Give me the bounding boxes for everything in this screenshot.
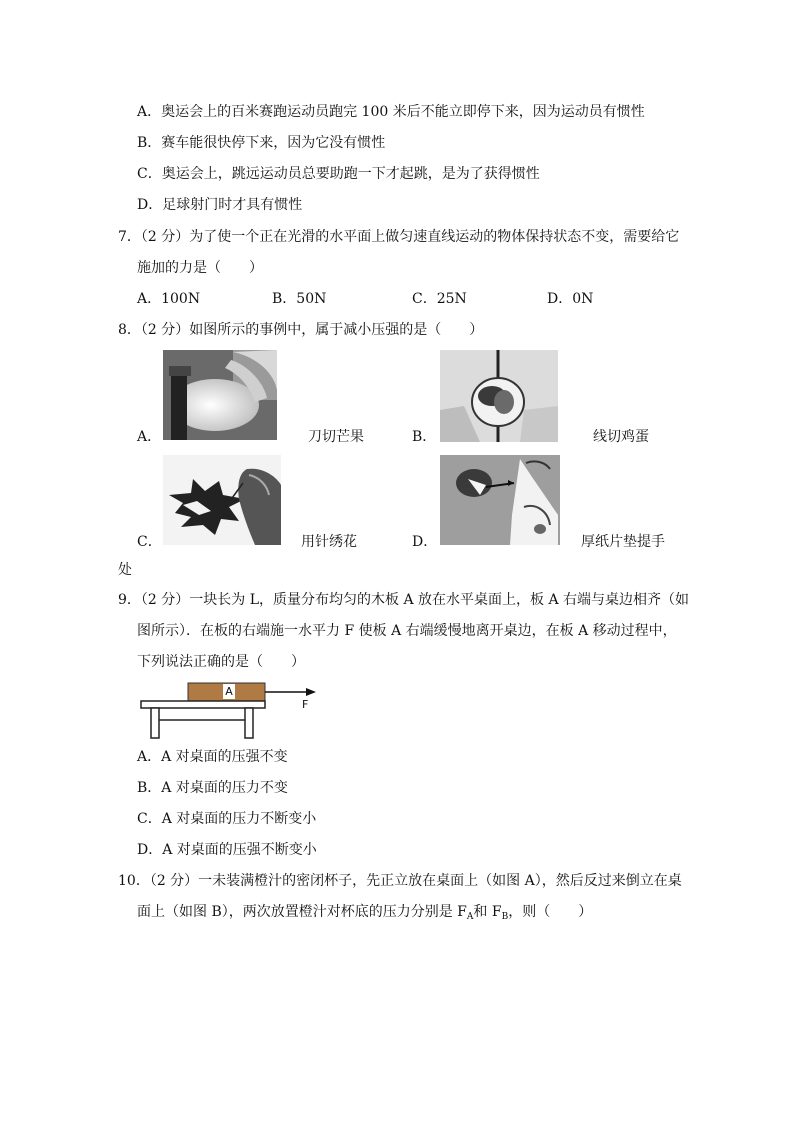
q6-option-a: A．奥运会上的百米赛跑运动员跑完 100 米后不能立即停下来，因为运动员有惯性 — [137, 104, 645, 120]
q9-stem-line3: 下列说法正确的是（ ） — [137, 654, 305, 670]
q10-stem-text-b: 和 F — [473, 904, 502, 920]
q10-sub-b: B — [501, 912, 509, 922]
q7-option-c: C．25N — [412, 291, 467, 307]
q6-option-b: B．赛车能很快停下来，因为它没有惯性 — [137, 135, 386, 151]
q7-option-d: D．0N — [547, 291, 594, 307]
q8-option-d-caption: 厚纸片垫提手 — [581, 534, 665, 550]
q9-board-label: A — [223, 684, 235, 699]
knife-cutting-mango-photo — [163, 350, 277, 440]
q8-option-b-caption: 线切鸡蛋 — [593, 429, 649, 445]
q10-sub-a: A — [466, 912, 474, 922]
thread-cutting-egg-photo — [440, 350, 558, 442]
q10-stem-text-c: ，则（ ） — [508, 904, 593, 920]
q6-option-c: C．奥运会上，跳远运动员总要助跑一下才起跳，是为了获得惯性 — [137, 166, 540, 182]
q7-stem-line2: 施加的力是（ ） — [137, 260, 263, 276]
q7-option-b: B．50N — [272, 291, 327, 307]
q9-force-label: F — [302, 698, 309, 711]
q7-stem-line1: 7．（2 分）为了使一个正在光滑的水平面上做匀速直线运动的物体保持状态不变，需要给它 — [118, 229, 680, 245]
q6-option-d: D．足球射门时才具有惯性 — [137, 197, 303, 213]
q8-option-a-caption: 刀切芒果 — [308, 429, 364, 445]
q8-option-d-letter: D． — [412, 534, 438, 550]
q9-option-d: D．A 对桌面的压强不断变小 — [137, 842, 317, 858]
q9-board-table-figure — [138, 680, 328, 740]
q10-stem-line2 — [137, 902, 592, 927]
q8-option-a-letter: A． — [137, 429, 162, 445]
q7-option-a: A．100N — [137, 291, 201, 307]
q8-stem: 8．（2 分）如图所示的事例中，属于减小压强的是（ ） — [118, 322, 484, 338]
q10-stem-line1: 10．（2 分）一未装满橙汁的密闭杯子，先正立放在桌面上（如图 A），然后反过来倒立在桌 — [118, 873, 682, 889]
q9-option-c: C．A 对桌面的压力不断变小 — [137, 811, 317, 827]
q9-option-b: B．A 对桌面的压力不变 — [137, 780, 288, 796]
needle-embroidery-photo — [163, 455, 281, 545]
cardboard-bag-handle-photo — [440, 455, 560, 545]
q8-option-b-letter: B． — [412, 429, 437, 445]
q8-option-c-caption: 用针绣花 — [301, 534, 357, 550]
q9-option-a: A．A 对桌面的压强不变 — [137, 749, 288, 765]
q9-stem-line1: 9．（2 分）一块长为 L，质量分布均匀的木板 A 放在水平桌面上，板 A 右端与桌边相齐（如 — [118, 592, 690, 608]
q9-stem-line2: 图所示）．在板的右端施一水平力 F 使板 A 右端缓慢地离开桌边，在板 A 移动过程中， — [137, 623, 677, 639]
q10-stem-text-a: 面上（如图 B），两次放置橙汁对杯底的压力分别是 F — [137, 904, 467, 920]
q8-option-c-letter: C． — [137, 534, 162, 550]
q8-option-d-caption-wrap: 处 — [118, 562, 132, 578]
